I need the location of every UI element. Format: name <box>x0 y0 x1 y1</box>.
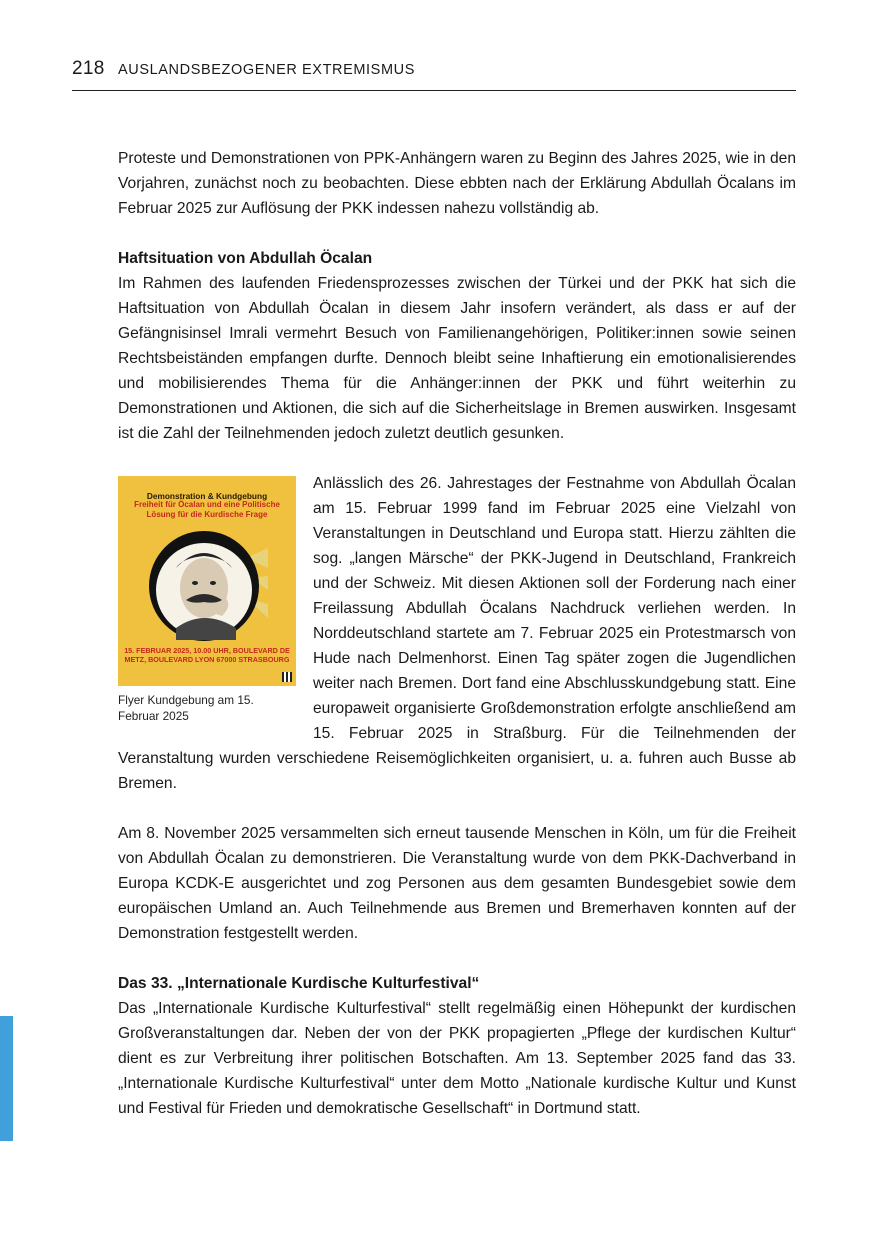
paragraph-intro: Proteste und Demonstrationen von PPK-Anhängern waren zu Beginn des Jahres 2025, wie in den Vorjahren, zunächst noch zu beobachten. Diese ebbten nach der Erklärung Abdullah Öcalans im Februar 2025 zur Auflösung der PKK indessen nahezu vollständig ab. <box>118 150 796 217</box>
qr-code-icon <box>282 672 292 682</box>
running-head: AUSLANDSBEZOGENER EXTREMISMUS <box>118 62 415 78</box>
flyer-image <box>118 476 296 686</box>
page-header <box>72 56 796 91</box>
portrait-illustration <box>146 528 268 646</box>
page-number: 218 <box>72 58 105 79</box>
chapter-color-tab <box>0 1016 13 1141</box>
heading-kulturfestival: Das 33. „Internationale Kurdische Kulturfestival“ <box>118 975 480 992</box>
flyer-figure <box>118 476 296 724</box>
flyer-title: Demonstration & Kundgebung <box>146 491 268 501</box>
paragraph-koeln: Am 8. November 2025 versammelten sich erneut tausende Menschen in Köln, um für die Freiheit von Abdullah Öcalan zu demonstrieren. Die Veranstaltung wurde von dem PKK-Dachverband in Europa KCDK-E ausgerichtet und zog Personen aus dem gesamten Bundesgebiet sowie dem europäischen Umland an. Auch Teilnehmende aus Bremen und Bremerhaven konnten auf der Demonstration festgestellt werden. <box>118 825 796 942</box>
main-content <box>118 146 796 1121</box>
paragraph-jahrestag: Anlässlich des 26. Jahrestages der Festnahme von Abdullah Öcalan am 15. Februar 1999 fand im Februar 2025 eine Vielzahl von Veranstaltungen in Deutschland und Europa statt. Hierzu zählten die sog. „langen Märsche“ der PKK-Jugend in Deutschland, Frankreich und der Schweiz. Mit diesen Aktionen soll der Forderung nach einer Freilassung Abdullah Öcalans Nachdruck verliehen werden. In Norddeutschland startete am 7. Februar 2025 ein Protestmarsch von Hude nach Delmenhorst. Einen Tag später zogen die Jugendlichen weiter nach Bremen. Dort fand eine Abschlusskundgebung statt. Eine europaweit organisierte Großdemonstration erfolgte anschließend am 15. Februar 2025 in Straßburg. Für die Teilnehmenden der Veranstaltung wurden verschiedene Reisemöglichkeiten organisiert, u. a. fuhren auch Busse ab Bremen. <box>118 475 796 792</box>
flyer-details: 15. FEBRUAR 2025, 10.00 UHR, BOULEVARD DE METZ, BOULEVARD LYON 67000 STRASBOURG <box>124 646 290 664</box>
figure-caption: Flyer Kundgebung am 15. Februar 2025 <box>118 693 254 723</box>
flyer-subtitle: Freiheit für Öcalan und eine Politische Lösung für die Kurdische Frage <box>134 500 280 519</box>
heading-haftsituation: Haftsituation von Abdullah Öcalan <box>118 250 373 267</box>
paragraph-haftsituation: Im Rahmen des laufenden Friedensprozesses zwischen der Türkei und der PKK hat sich die Haftsituation von Abdullah Öcalan in diesem Jahr insofern verändert, als dass er auf der Gefängnisinsel Imrali vermehrt Besuch von Familienangehörigen, Politiker:innen sowie seinen Rechtsbeiständen empfangen durfte. Dennoch bleibt seine Inhaftierung ein emotionalisierendes und mobilisierendes Thema für die Anhänger:innen der PKK und führt weiterhin zu Demonstrationen und Aktionen, die sich auf die Sicherheitslage in Bremen auswirken. Insgesamt ist die Zahl der Teilnehmenden jedoch zuletzt deutlich gesunken. <box>118 275 796 442</box>
paragraph-kulturfestival: Das „Internationale Kurdische Kulturfestival“ stellt regelmäßig einen Höhepunkt der kurdischen Großveranstaltungen dar. Neben der von der PKK propagierten „Pflege der kurdischen Kultur“ dient es zur Verbreitung ihrer politischen Botschaften. Am 13. September 2025 fand das 33. „Internationale Kurdische Kulturfestival“ unter dem Motto „Nationale kurdische Kultur und Kunst und Festival für Frieden und demokratische Gesellschaft“ in Dortmund statt. <box>118 1000 796 1117</box>
